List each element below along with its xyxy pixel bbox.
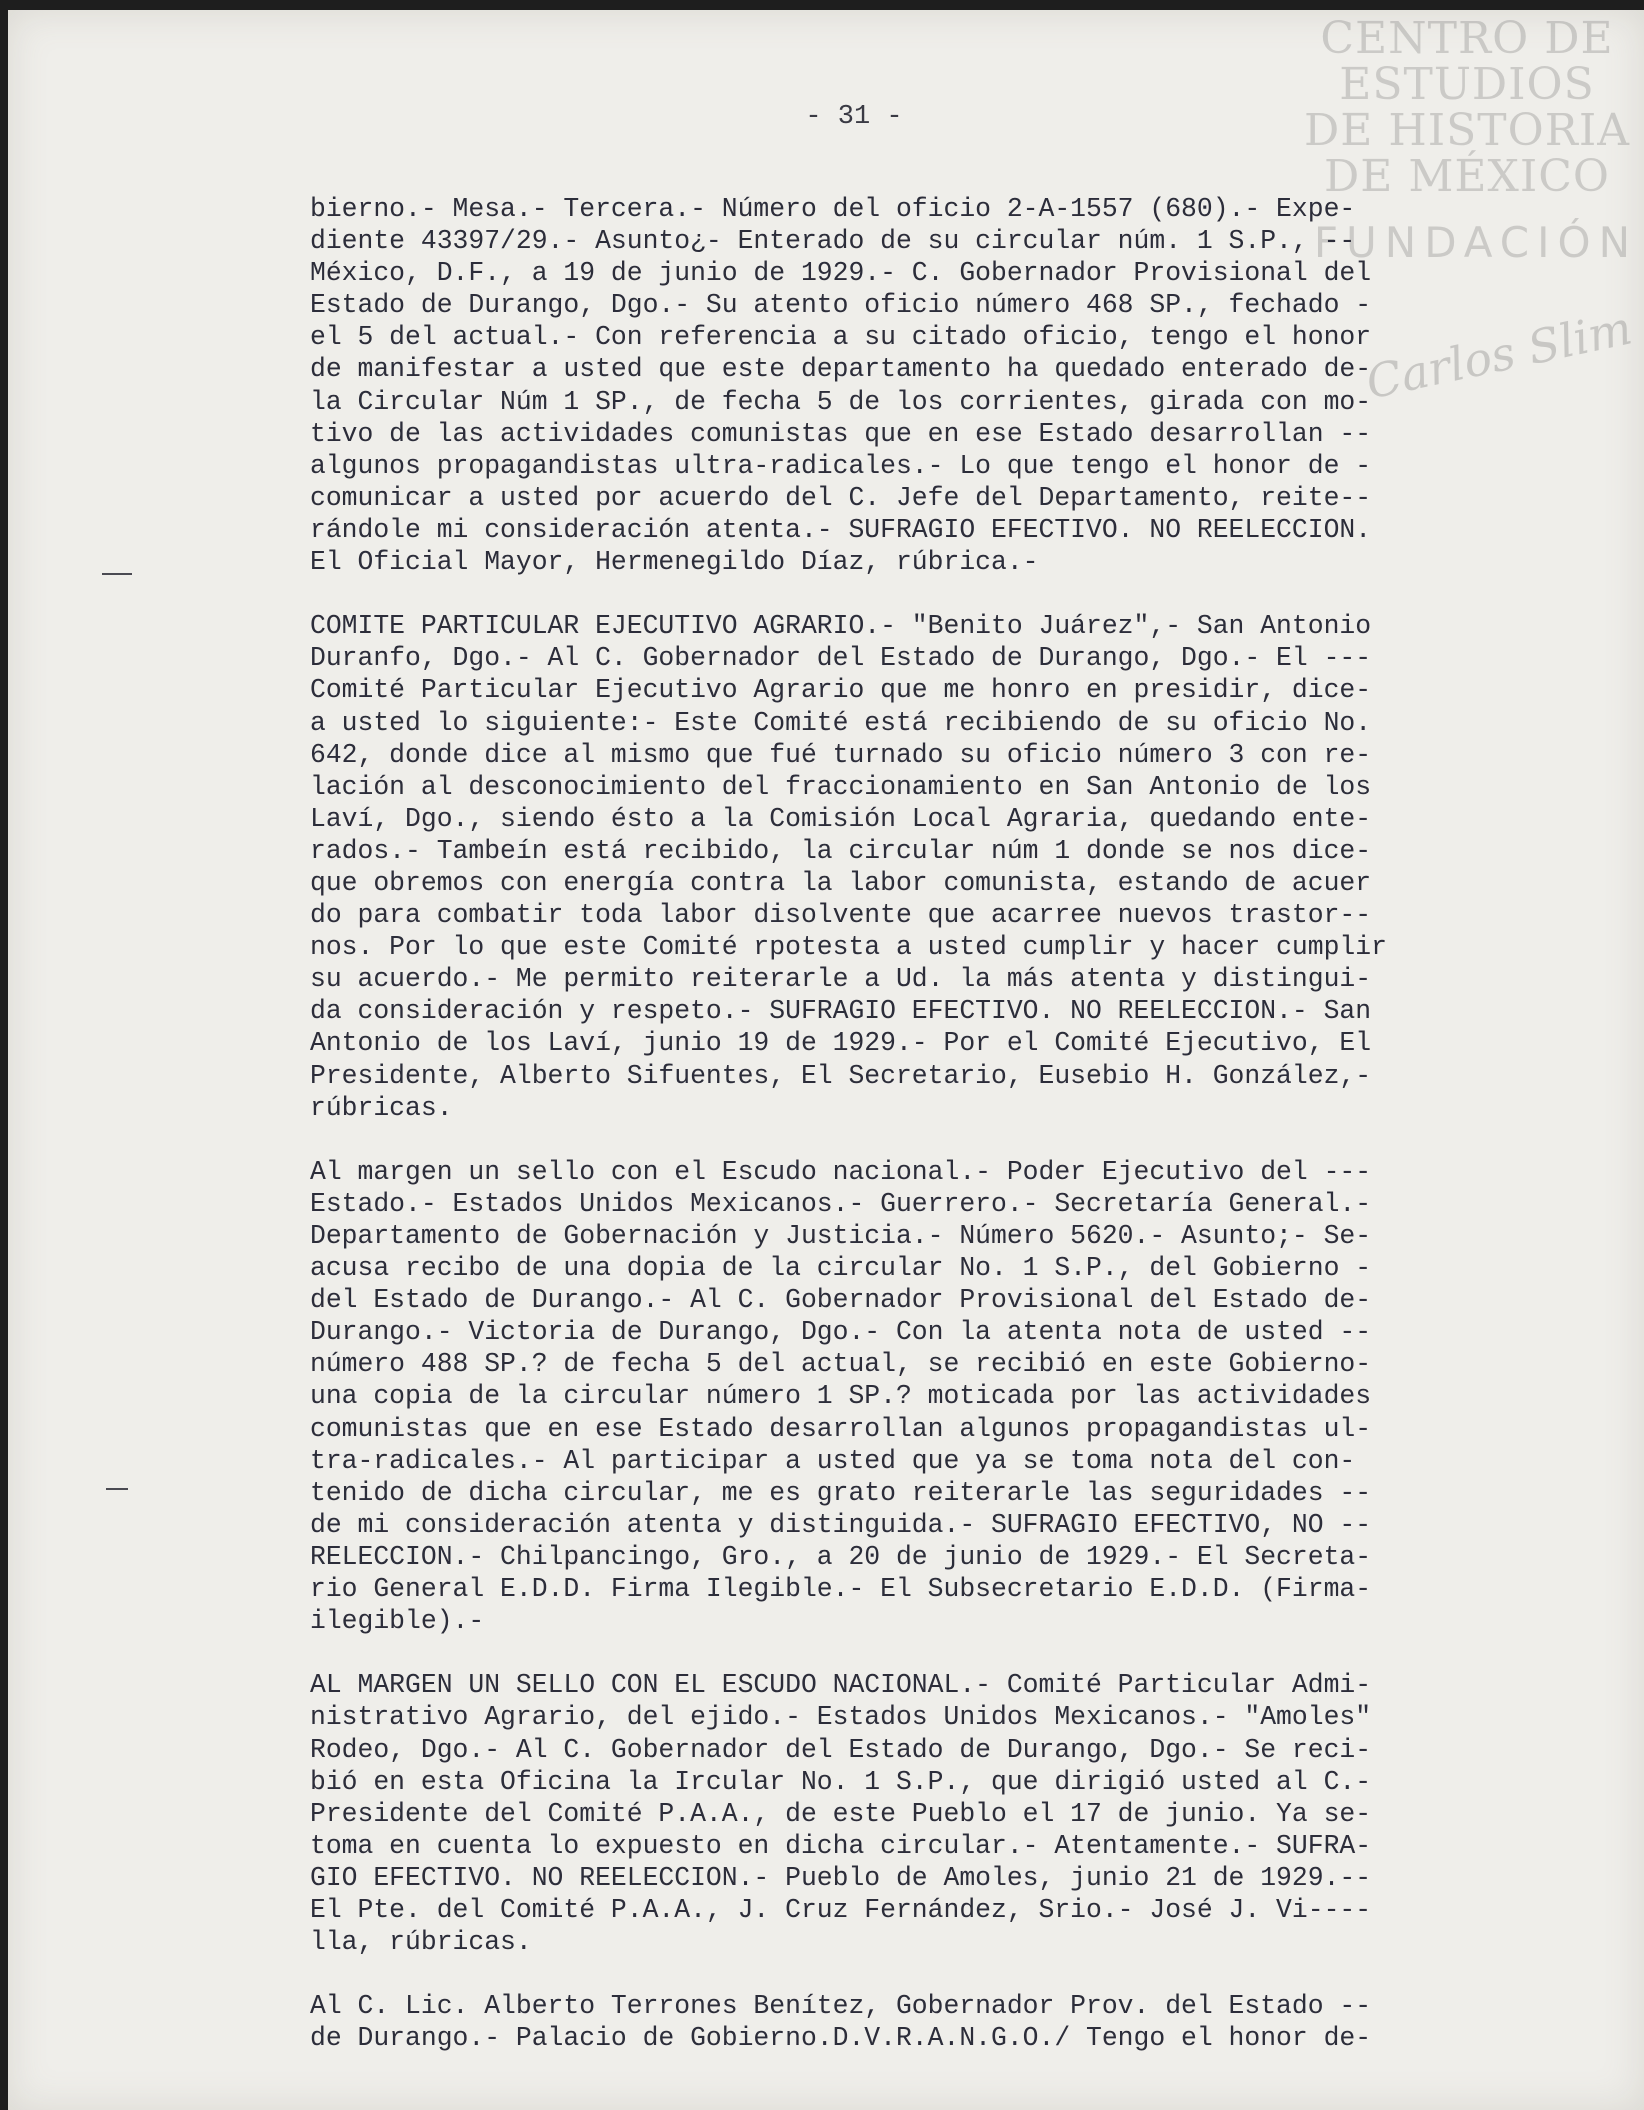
margin-mark [102,573,132,575]
text-line: AL MARGEN UN SELLO CON EL ESCUDO NACIONAL.- Comité Particular Admi- [310,1670,1372,1701]
text-line: diente 43397/29.- Asunto¿- Enterado de su circular núm. 1 S.P., -- [310,226,1356,257]
paragraph-comite-benito-juarez [310,610,1600,1124]
text-line: toma en cuenta lo expuesto en dicha circular.- Atentamente.- SUFRA- [310,1830,1372,1861]
text-line: El Oficial Mayor, Hermenegildo Díaz, rúbrica.- [310,547,1039,578]
watermark-signature: Carlos Slim [1361,300,1637,410]
text-line: Rodeo, Dgo.- Al C. Gobernador del Estado de Durango, Dgo.- Se reci- [310,1734,1372,1765]
text-line: RELECCION.- Chilpancingo, Gro., a 20 de junio de 1929.- El Secreta- [310,1541,1372,1572]
text-line: comunicar a usted por acuerdo del C. Jefe del Departamento, reite-- [310,482,1372,513]
text-line: algunos propagandistas ultra-radicales.- Lo que tengo el honor de - [310,450,1372,481]
text-line: número 488 SP.? de fecha 5 del actual, se recibió en este Gobierno- [310,1349,1372,1380]
text-line: 642, donde dice al mismo que fué turnado su oficio número 3 con re- [310,739,1372,770]
text-line: Estado.- Estados Unidos Mexicanos.- Guerrero.- Secretaría General.- [310,1188,1372,1219]
text-line: Estado de Durango, Dgo.- Su atento oficio número 468 SP., fechado - [310,290,1372,321]
page-number: - 31 - [805,102,903,132]
text-line: do para combatir toda labor disolvente que acarree nuevos trastor-- [310,900,1372,931]
text-line: México, D.F., a 19 de junio de 1929.- C. Gobernador Provisional del [310,258,1372,289]
text-line: una copia de la circular número 1 SP.? moticada por las actividades [310,1381,1372,1412]
text-line: tivo de las actividades comunistas que en ese Estado desarrollan -- [310,418,1372,449]
paragraph-terrones [310,1990,1600,2054]
text-line: Duranfo, Dgo.- Al C. Gobernador del Estado de Durango, Dgo.- El --- [310,643,1372,674]
text-line: El Pte. del Comité P.A.A., J. Cruz Fernández, Srio.- José J. Vi---- [310,1894,1372,1925]
paragraph-oficio [310,193,1600,578]
document-body [310,193,1600,2087]
text-line: GIO EFECTIVO. NO REELECCION.- Pueblo de Amoles, junio 21 de 1929.-- [310,1862,1372,1893]
text-line: de Durango.- Palacio de Gobierno.D.V.R.A.N.G.O./ Tengo el honor de- [310,2023,1372,2054]
paragraph-guerrero [310,1156,1600,1637]
text-line: Presidente del Comité P.A.A., de este Pueblo el 17 de junio. Ya se- [310,1798,1372,1829]
text-line: Laví, Dgo., siendo ésto a la Comisión Local Agraria, quedando ente- [310,803,1372,834]
text-line: ilegible).- [310,1606,485,1637]
margin-mark [106,1488,128,1490]
text-line: bierno.- Mesa.- Tercera.- Número del oficio 2-A-1557 (680).- Expe- [310,194,1356,224]
watermark-line: ESTUDIOS [1339,59,1595,110]
text-line: da consideración y respeto.- SUFRAGIO EFECTIVO. NO REELECCION.- San [310,996,1372,1027]
text-line: acusa recibo de una dopia de la circular No. 1 S.P., del Gobierno - [310,1253,1372,1284]
text-line: rúbricas. [310,1092,453,1123]
text-line: la Circular Núm 1 SP., de fecha 5 de los corrientes, girada con mo- [310,386,1372,417]
text-line: lación al desconocimiento del fraccionamiento en San Antonio de los [310,771,1372,802]
text-line: COMITE PARTICULAR EJECUTIVO AGRARIO.- "Benito Juárez",- San Antonio [310,611,1372,642]
watermark-line: CENTRO DE [1320,13,1614,64]
text-line: nistrativo Agrario, del ejido.- Estados Unidos Mexicanos.- "Amoles" [310,1702,1372,1733]
text-line: Al C. Lic. Alberto Terrones Benítez, Gobernador Prov. del Estado -- [310,1991,1372,2022]
text-line: Durango.- Victoria de Durango, Dgo.- Con la atenta nota de usted -- [310,1317,1372,1348]
text-line: el 5 del actual.- Con referencia a su citado oficio, tengo el honor [310,322,1372,353]
text-line: Antonio de los Laví, junio 19 de 1929.- Por el Comité Ejecutivo, El [310,1028,1372,1059]
text-line: nos. Por lo que este Comité rpotesta a usted cumplir y hacer cumplir [310,932,1387,963]
watermark-line: DE MÉXICO [1324,151,1610,202]
text-line: bió en esta Oficina la Ircular No. 1 S.P., que dirigió usted al C.- [310,1766,1372,1797]
text-line: tra-radicales.- Al participar a usted que ya se toma nota del con- [310,1445,1356,1476]
text-line: del Estado de Durango.- Al C. Gobernador Provisional del Estado de- [310,1285,1372,1316]
text-line: de manifestar a usted que este departamento ha quedado enterado de- [310,354,1372,385]
text-line: Presidente, Alberto Sifuentes, El Secretario, Eusebio H. González,- [310,1060,1372,1091]
watermark-fundacion: FUNDACIÓN [1313,218,1638,267]
text-line: rio General E.D.D. Firma Ilegible.- El Subsecretario E.D.D. (Firma- [310,1574,1372,1605]
watermark-line: DE HISTORIA [1304,105,1630,156]
text-line: lla, rúbricas. [310,1927,532,1958]
text-line: su acuerdo.- Me permito reiterarle a Ud. la más atenta y distingui- [310,964,1372,995]
text-line: de mi consideración atenta y distinguida.- SUFRAGIO EFECTIVO, NO -- [310,1509,1372,1540]
text-line: rados.- Tambeín está recibido, la circular núm 1 donde se nos dice- [310,835,1372,866]
text-line: tenido de dicha circular, me es grato reiterarle las seguridades -- [310,1477,1372,1508]
text-line: comunistas que en ese Estado desarrollan algunos propagandistas ul- [310,1413,1372,1444]
paragraph-amoles [310,1669,1600,1958]
text-line: Al margen un sello con el Escudo nacional.- Poder Ejecutivo del --- [310,1156,1372,1187]
text-line: Comité Particular Ejecutivo Agrario que me honro en presidir, dice- [310,675,1372,706]
text-line: Departamento de Gobernación y Justicia.- Número 5620.- Asunto;- Se- [310,1221,1372,1251]
text-line: rándole mi consideración atenta.- SUFRAGIO EFECTIVO. NO REELECCION. [310,514,1372,545]
text-line: a usted lo siguiente:- Este Comité está recibiendo de su oficio No. [310,707,1372,738]
document-page [8,10,1644,2110]
text-line: que obremos con energía contra la labor comunista, estando de acuer [310,867,1372,898]
